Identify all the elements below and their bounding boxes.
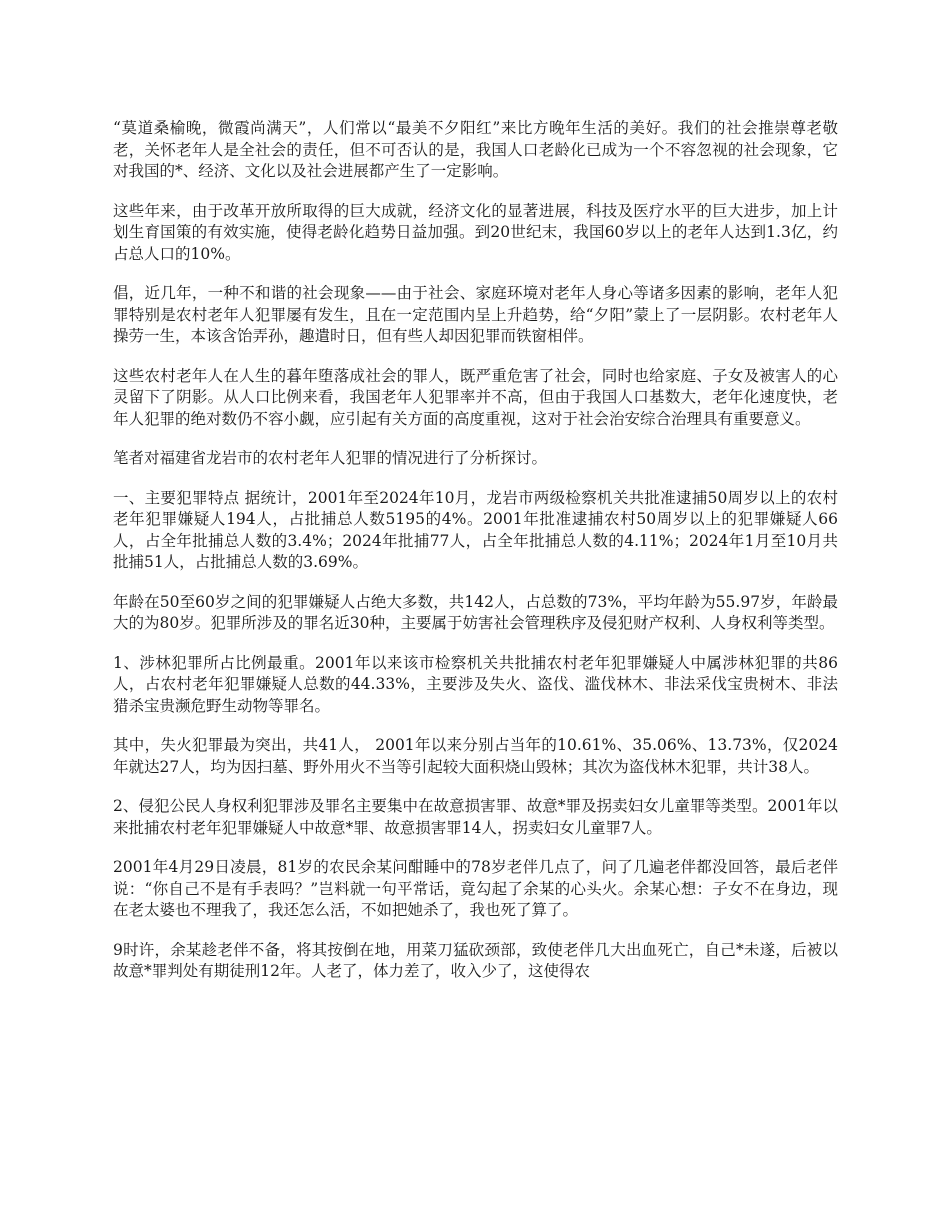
paragraph-aging-trend: 这些年来，由于改革开放所取得的巨大成就，经济文化的显著进展，科技及医疗水平的巨大进步，加上计划生育国策的有效实施，使得老龄化趋势日益加强。到20世纪末，我国60岁以上的老年人达到1.3亿，约占总人口的10%。 [113,201,838,263]
paragraph-harm: 这些农村老年人在人生的暮年堕落成社会的罪人，既严重危害了社会，同时也给家庭、子女及被害人的心灵留下了阴影。从人口比例来看，我国老年人犯罪率并不高，但由于我国人口基数大，老年化速度快，老年人犯罪的绝对数仍不容小觑，应引起有关方面的高度重视，这对于社会治安综合治理具有重要意义。 [113,366,838,428]
document-page [113,118,838,1001]
paragraph-age-distribution: 年龄在50至60岁之间的犯罪嫌疑人占绝大多数，共142人，占总数的73%，平均年龄为55.97岁，年龄最大的为80岁。犯罪所涉及的罪名近30种，主要属于妨害社会管理秩序及侵犯财产权利、人身权利等类型。 [113,592,838,632]
paragraph-social-phenomenon: 倡，近几年，一种不和谐的社会现象——由于社会、家庭环境对老年人身心等诸多因素的影响，老年人犯罪特别是农村老年人犯罪屡有发生，且在一定范围内呈上升趋势，给“夕阳”蒙上了一层阴影。农村老年人操劳一生，本该含饴弄孙，趣遣时日，但有些人却因犯罪而铁窗相伴。 [113,284,838,345]
paragraph-author-analysis: 笔者对福建省龙岩市的农村老年人犯罪的情况进行了分析探讨。 [113,449,548,467]
paragraph-crime-statistics: 一、主要犯罪特点 据统计，2001年至2024年10月，龙岩市两级检察机关共批准逮捕50周岁以上的农村老年犯罪嫌疑人194人，占批捕总人数5195的4%。2001年批准逮捕农村50周岁以上的犯罪嫌疑人66人，占全年批捕总人数的3.4%；2024年批捕77人，占全年批捕总人数的4.11%；2024年1月至10月共批捕51人，占批捕总人数的3.69%。 [113,488,838,571]
paragraph-intro: “莫道桑榆晚，微霞尚满天”，人们常以“最美不夕阳红”来比方晚年生活的美好。我们的社会推崇尊老敬老，关怀老年人是全社会的责任，但不可否认的是，我国人口老龄化已成为一个不容忽视的社会现象，它对我国的*、经济、文化以及社会进展都产生了一定影响。 [113,119,838,180]
paragraph-arson: 其中，失火犯罪最为突出，共41人， 2001年以来分别占当年的10.61%、35.06%、13.73%，仅2024年就达27人，均为因扫墓、野外用火不当等引起较大面积烧山毁林；其次为盗伐林木犯罪，共计38人。 [113,736,838,776]
paragraph-case-story: 2001年4月29日凌晨，81岁的农民余某问酣睡中的78岁老伴几点了，问了几遍老伴都没回答，最后老伴说：“你自己不是有手表吗？”岂料就一句平常话，竟勾起了余某的心头火。余某心想：子女不在身边，现在老太婆也不理我了，我还怎么活，不如把她杀了，我也死了算了。 [113,858,838,919]
paragraph-case-outcome: 9时许，余某趁老伴不备，将其按倒在地，用菜刀猛砍颈部，致使老伴几大出血死亡，自己*未遂，后被以故意*罪判处有期徒刑12年。人老了，体力差了，收入少了，这使得农 [113,940,838,980]
paragraph-personal-rights: 2、侵犯公民人身权利犯罪涉及罪名主要集中在故意损害罪、故意*罪及拐卖妇女儿童罪等类型。2001年以来批捕农村老年犯罪嫌疑人中故意*罪、故意损害罪14人，拐卖妇女儿童罪7人。 [113,797,838,837]
paragraph-forest-crime: 1、涉林犯罪所占比例最重。2001年以来该市检察机关共批捕农村老年犯罪嫌疑人中属涉林犯罪的共86人，占农村老年犯罪嫌疑人总数的44.33%，主要涉及失火、盗伐、滥伐林木、非法采伐宝贵树木、非法猎杀宝贵濒危野生动物等罪名。 [113,653,838,715]
